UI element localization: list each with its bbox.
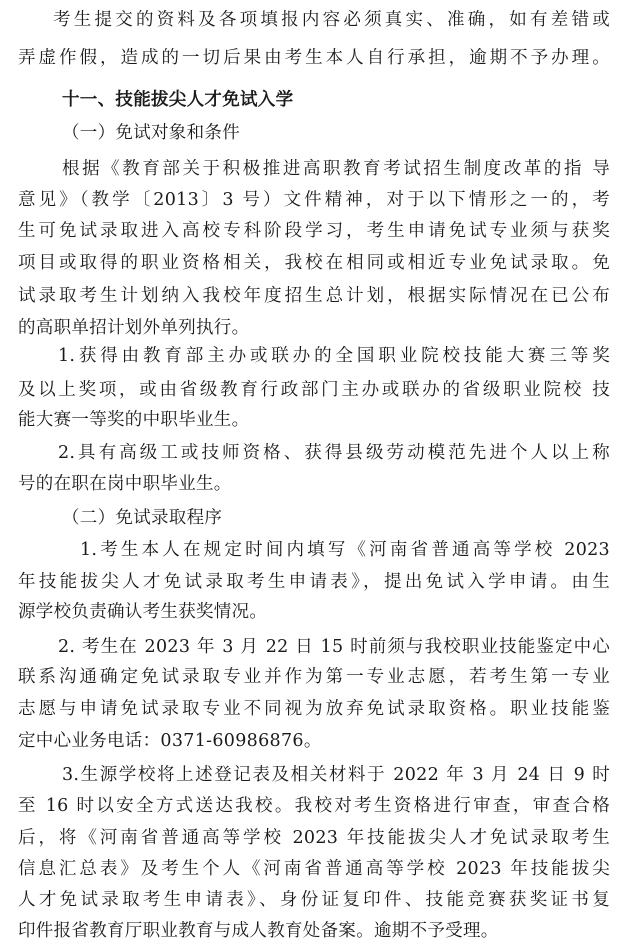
paragraph-line: 的高职单招计划外单列执行。 [18,318,250,338]
paragraph-line: 后，将《河南省普通高等学校 2023 年技能拔尖人才免试录取考生 [18,828,610,848]
section-heading: 十一、技能拔尖人才免试入学 [62,90,294,110]
paragraph-line: 及以上奖项，或由省级教育行政部门主办或联办的省级职业院校 技 [18,380,610,400]
paragraph-line: 项目或取得的职业资格相关，我校在相同或相近专业免试录取。免 [18,253,610,273]
paragraph-line: 根据《教育部关于积极推进高职教育考试招生制度改革的指 导 [62,159,610,179]
paragraph-line: 2. 考生在 2023 年 3 月 22 日 15 时前须与我校职业技能鉴定中心 [58,637,610,657]
subsection-heading: （二）免试录取程序 [62,508,223,528]
paragraph-line: 1.获得由教育部主办或联办的全国职业院校技能大赛三等奖 [58,346,610,366]
paragraph-line: 人才免试录取考生申请表》、身份证复印件、技能竞赛获奖证书复 [18,890,610,910]
paragraph-line: 弄虚作假，造成的一切后果由考生本人自行承担，逾期不予办理。 [18,48,610,68]
paragraph-line: 源学校负责确认考生获奖情况。 [18,602,268,622]
paragraph-line: 联系沟通确定免试录取专业并作为第一专业志愿，若考生第一专业 [18,667,610,687]
paragraph-line: 试录取考生计划纳入我校年度招生总计划，根据实际情况在已公布 [18,286,610,306]
paragraph-line: 能大赛一等奖的中职毕业生。 [18,410,250,430]
paragraph-line: 2.具有高级工或技师资格、获得县级劳动模范先进个人以上称 [58,443,610,463]
paragraph-line: 考生提交的资料及各项填报内容必须真实、准确，如有差错或 [53,10,610,30]
paragraph-line: 1.考生本人在规定时间内填写《河南省普通高等学校 2023 [80,540,610,560]
paragraph-line: 3.生源学校将上述登记表及相关材料于 2022 年 3 月 24 日 9 时 [62,765,610,785]
paragraph-line: 志愿与申请免试录取专业不同视为放弃免试录取资格。职业技能鉴 [18,699,610,719]
paragraph-line: 信息汇总表》及考生个人《河南省普通高等学校 2023 年技能拔尖 [18,859,610,879]
paragraph-line: 定中心业务电话：0371-60986876。 [18,731,322,751]
paragraph-line: 至 16 时以安全方式送达我校。我校对考生资格进行审查，审查合格 [18,796,610,816]
paragraph-line: 意见》（教学〔2013〕3 号）文件精神，对于以下情形之一的，考 [18,190,610,210]
paragraph-line: 年技能拔尖人才免试录取考生申请表》，提出免试入学申请。由生 [18,572,610,592]
subsection-heading: （一）免试对象和条件 [62,123,240,143]
paragraph-line: 印件报省教育厅职业教育与成人教育处备案。逾期不予受理。 [18,921,499,941]
paragraph-line: 生可免试录取进入高校专科阶段学习，考生申请免试专业须与获奖 [18,221,610,241]
paragraph-line: 号的在职在岗中职毕业生。 [18,474,232,494]
